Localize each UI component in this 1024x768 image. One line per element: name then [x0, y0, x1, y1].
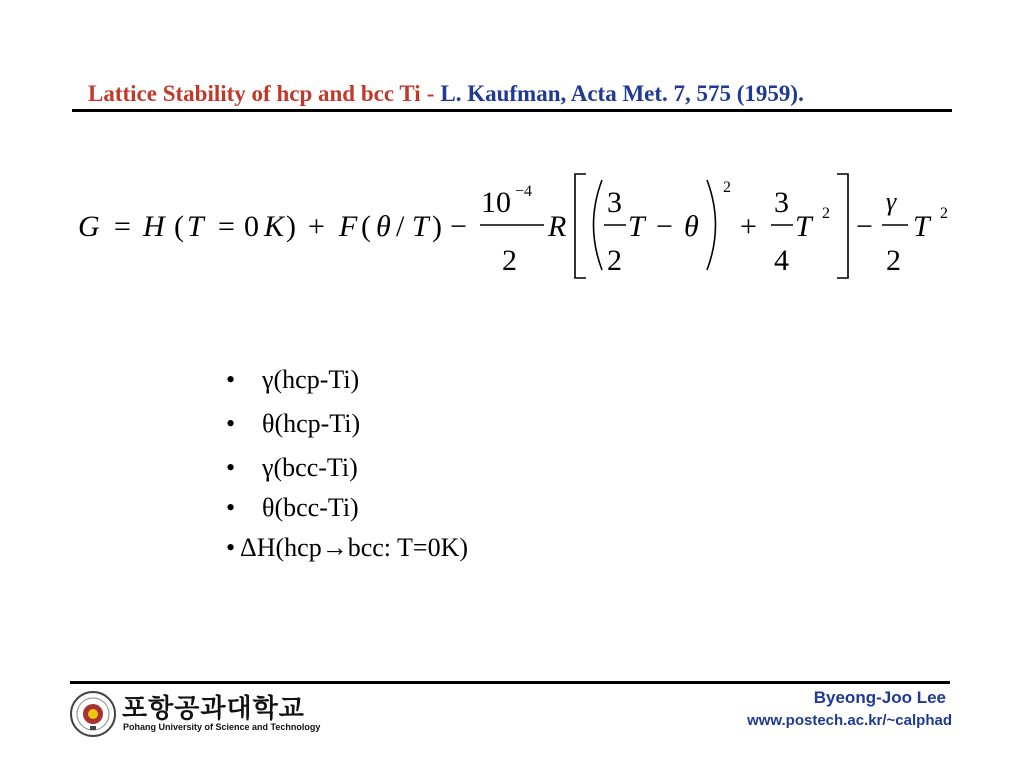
bullet-text: θ(hcp-Ti): [262, 409, 361, 438]
bullet-marker: •: [226, 409, 236, 438]
list-item: [226, 362, 468, 406]
title-separator: -: [426, 81, 435, 106]
university-name-korean: 포항공과대학교: [122, 694, 305, 724]
formula-plus1: +: [308, 210, 325, 243]
university-name-english: Pohang University of Science and Technology: [123, 722, 321, 732]
formula-sq2: 2: [822, 205, 830, 222]
bullet-marker: •: [226, 453, 236, 482]
bullet-text: γ(hcp-Ti): [262, 365, 360, 394]
university-seal-icon: [69, 690, 117, 738]
list-item: [226, 406, 468, 450]
bullet-marker: •: [226, 365, 236, 394]
right-paren: [707, 180, 716, 270]
formula-T3: T: [628, 210, 645, 243]
formula-minus3: −: [856, 210, 873, 243]
formula-frac3-den: 2: [886, 244, 901, 277]
formula-frac2-den: 4: [774, 244, 789, 277]
formula-sq3: 2: [940, 205, 948, 222]
formula-T4: T: [795, 210, 812, 243]
list-item: [226, 490, 468, 530]
bullet-text: ΔH(hcp→bcc: T=0K): [240, 533, 469, 562]
formula-frac2-num: 3: [774, 186, 789, 219]
formula-R: R: [548, 210, 567, 243]
formula-sq1: 2: [723, 179, 731, 196]
formula-eq1: =: [114, 210, 131, 243]
formula-G: G: [78, 210, 100, 243]
formula-K: K: [264, 210, 285, 243]
footer-divider: [70, 681, 950, 684]
formula-F: F: [339, 210, 358, 243]
slide-title: [88, 80, 968, 108]
formula-coef-base: 10: [481, 186, 511, 219]
bullet-marker: •: [226, 493, 236, 522]
footer-url: www.postech.ac.kr/~calphad: [747, 712, 952, 729]
formula-minus1: −: [450, 210, 467, 243]
title-main: Lattice Stability of hcp and bcc Ti: [88, 81, 421, 106]
formula: [70, 166, 970, 296]
formula-H: H: [143, 210, 165, 243]
right-bracket: [837, 174, 848, 278]
formula-minus2: −: [656, 210, 673, 243]
formula-frac1-den: 2: [607, 244, 622, 277]
formula-theta1: θ: [376, 210, 391, 243]
bullet-text: γ(bcc-Ti): [262, 453, 358, 482]
bullet-list: [226, 362, 468, 570]
title-reference: L. Kaufman, Acta Met. 7, 575 (1959).: [440, 81, 804, 106]
author-name: Byeong-Joo Lee: [813, 688, 946, 707]
formula-lp1: (: [174, 210, 184, 243]
list-item: [226, 450, 468, 490]
formula-coef-den: 2: [502, 244, 517, 277]
formula-T1: T: [187, 210, 204, 243]
formula-rp2: ): [432, 210, 442, 243]
formula-frac1-num: 3: [607, 186, 622, 219]
formula-gamma: γ: [886, 187, 897, 216]
formula-T2: T: [412, 210, 429, 243]
formula-zero: 0: [244, 210, 259, 243]
title-divider: [72, 109, 952, 112]
list-item: [226, 530, 468, 570]
formula-slash: /: [396, 210, 405, 243]
formula-coef-exp: −4: [515, 183, 533, 200]
left-bracket: [575, 174, 586, 278]
formula-plus2: +: [740, 210, 757, 243]
formula-T5: T: [913, 210, 930, 243]
left-paren: [594, 180, 603, 270]
bullet-marker: •: [226, 533, 236, 562]
bullet-text: θ(bcc-Ti): [262, 493, 359, 522]
formula-eq2: =: [218, 210, 235, 243]
formula-rp1: ): [286, 210, 296, 243]
formula-theta2: θ: [684, 210, 699, 243]
formula-lp2: (: [361, 210, 371, 243]
